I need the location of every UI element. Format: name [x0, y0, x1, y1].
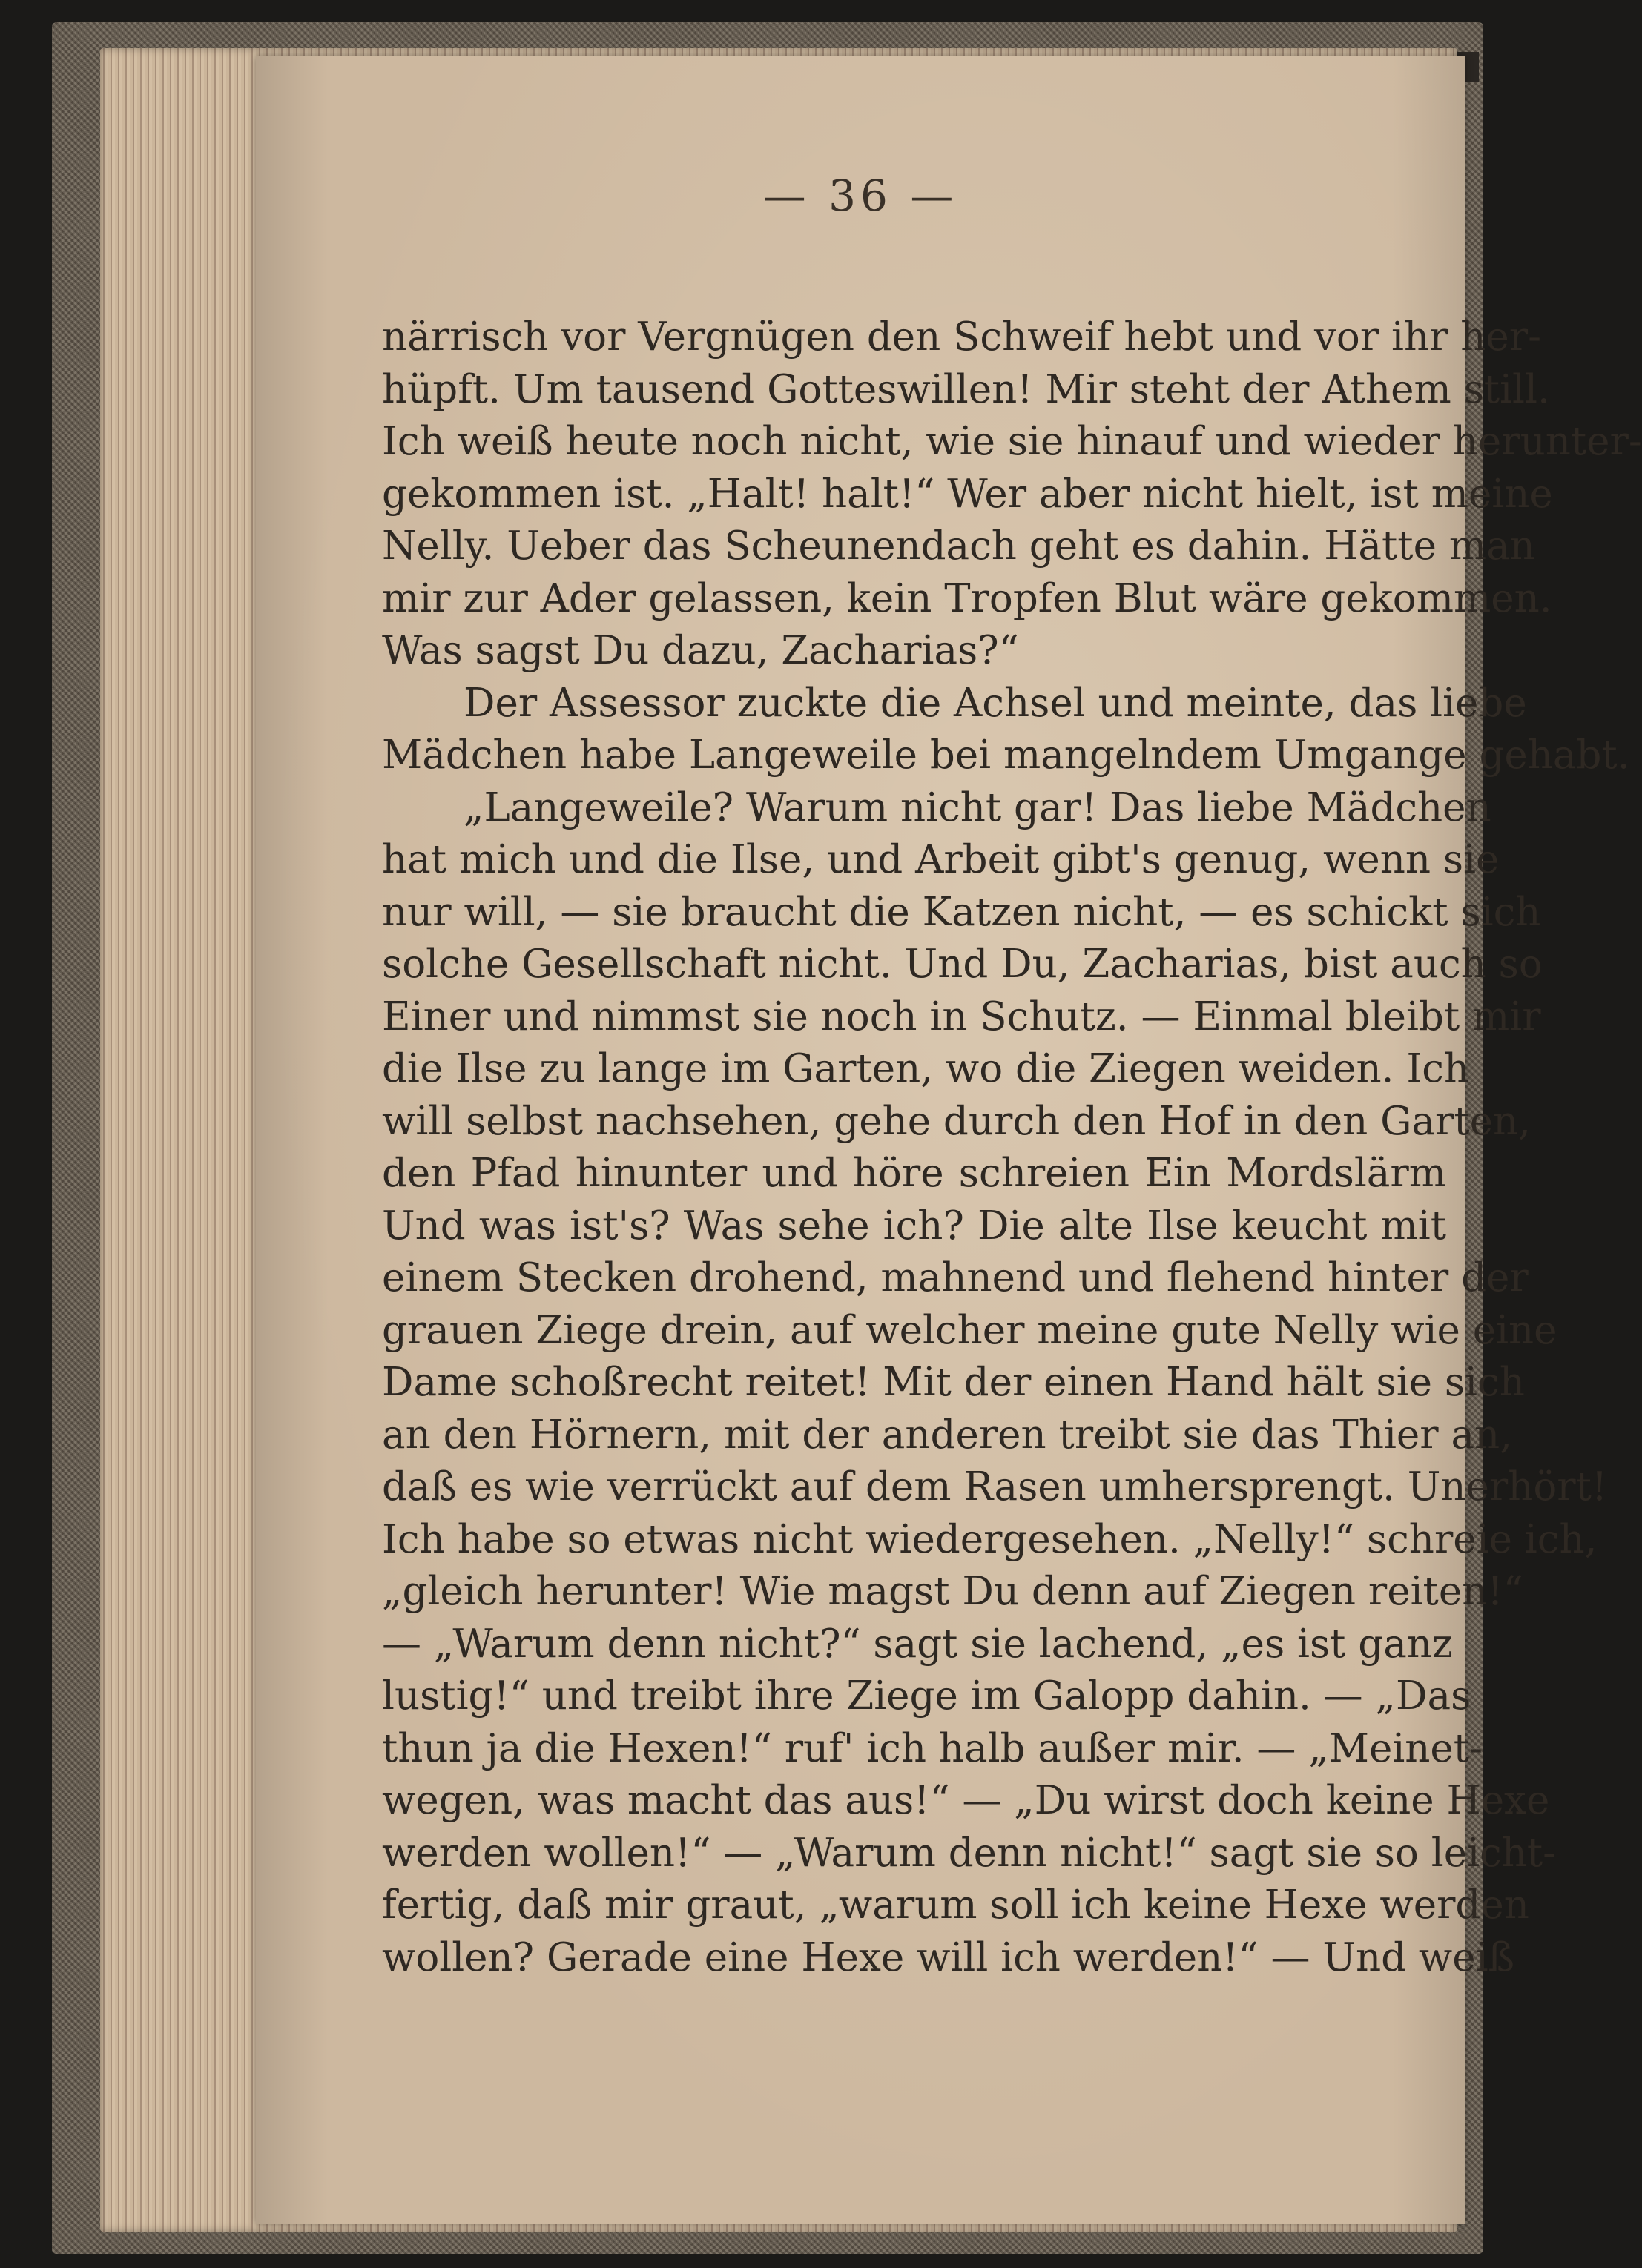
- text-line: werden wollen!“ — „Warum denn nicht!“ sagt sie so leicht-: [382, 1830, 1557, 1876]
- text-line: solche Gesellschaft nicht. Und Du, Zacharias, bist auch so: [382, 942, 1543, 987]
- text-line: närrisch vor Vergnügen den Schweif hebt und vor ihr her-: [382, 314, 1542, 360]
- text-line: daß es wie verrückt auf dem Rasen umhersprengt. Unerhört!: [382, 1464, 1608, 1510]
- text-line: nur will, — sie braucht die Katzen nicht, — es schickt sich: [382, 889, 1541, 935]
- book-page: [256, 56, 1642, 2224]
- text-line: den Pfad hinunter und höre schreien Ein Mordslärm: [382, 1151, 1446, 1196]
- text-line: wegen, was macht das aus!“ — „Du wirst doch keine Hexe: [382, 1778, 1550, 1823]
- text-line: Nelly. Ueber das Scheunendach geht es dahin. Hätte man: [382, 523, 1535, 569]
- text-line: hüpft. Um tausend Gotteswillen! Mir steht der Athem still.: [382, 366, 1550, 412]
- text-line: Und was ist's? Was sehe ich? Die alte Ilse keucht mit: [382, 1203, 1446, 1249]
- page-text: [382, 311, 1642, 1984]
- text-line: einem Stecken drohend, mahnend und flehend hinter der: [382, 1255, 1529, 1300]
- text-line: Mädchen habe Langeweile bei mangelndem Umgange gehabt.: [382, 733, 1630, 778]
- text-line: mir zur Ader gelassen, kein Tropfen Blut wäre gekommen.: [382, 575, 1552, 621]
- text-line: „gleich herunter! Wie magst Du denn auf Ziegen reiten!“: [382, 1569, 1523, 1614]
- text-line: thun ja die Hexen!“ ruf' ich halb außer mir. — „Meinet-: [382, 1725, 1483, 1771]
- text-line: wollen? Gerade eine Hexe will ich werden!“ — Und weiß: [382, 1934, 1514, 1980]
- text-line: — „Warum denn nicht?“ sagt sie lachend, „es ist ganz: [382, 1621, 1453, 1667]
- text-line: „Langeweile? Warum nicht gar! Das liebe Mädchen: [464, 784, 1491, 830]
- text-line: lustig!“ und treibt ihre Ziege im Galopp dahin. — „Das: [382, 1673, 1471, 1719]
- text-line: Ich weiß heute noch nicht, wie sie hinauf und wieder herunter-: [382, 419, 1642, 464]
- text-line: Der Assessor zuckte die Achsel und meinte, das liebe: [464, 680, 1527, 726]
- text-line: grauen Ziege drein, auf welcher meine gute Nelly wie eine: [382, 1307, 1557, 1353]
- text-line: die Ilse zu lange im Garten, wo die Ziegen weiden. Ich: [382, 1046, 1470, 1091]
- text-line: Ich habe so etwas nicht wiedergesehen. „Nelly!“ schreie ich,: [382, 1516, 1598, 1562]
- text-line: Einer und nimmst sie noch in Schutz. — Einmal bleibt mir: [382, 994, 1541, 1039]
- text-line: Dame schoßrecht reitet! Mit der einen Hand hält sie sich: [382, 1360, 1525, 1405]
- text-line: hat mich und die Ilse, und Arbeit gibt's genug, wenn sie: [382, 837, 1500, 882]
- text-line: Was sagst Du dazu, Zacharias?“: [382, 628, 1019, 673]
- text-line: gekommen ist. „Halt! halt!“ Wer aber nicht hielt, ist meine: [382, 471, 1553, 517]
- text-line: will selbst nachsehen, gehe durch den Hof in den Garten,: [382, 1098, 1531, 1144]
- page-number: — 36 —: [762, 171, 958, 221]
- text-line: an den Hörnern, mit der anderen treibt sie das Thier an,: [382, 1412, 1513, 1458]
- text-line: fertig, daß mir graut, „warum soll ich keine Hexe werden: [382, 1882, 1529, 1928]
